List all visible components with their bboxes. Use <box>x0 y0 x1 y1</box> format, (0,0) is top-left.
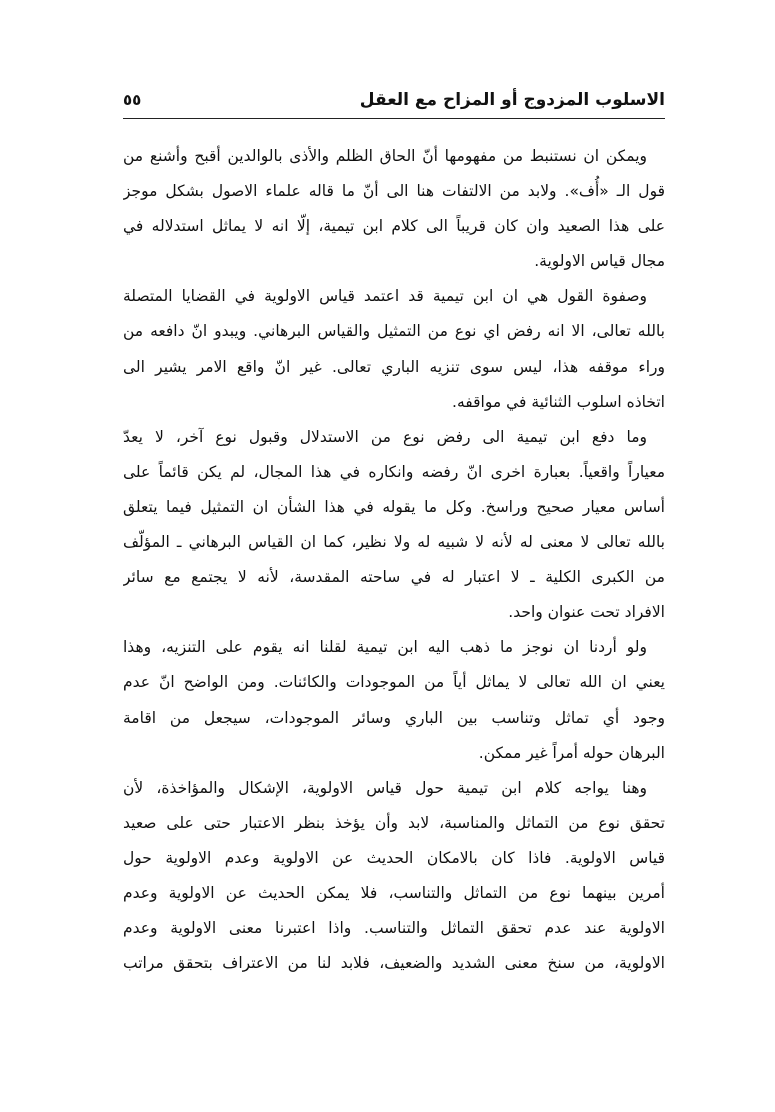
body-text <box>123 139 665 981</box>
text-line: الافراد تحت عنوان واحد. <box>508 603 665 622</box>
book-page <box>123 0 665 1112</box>
text-line: الاولوية، من سنخ معنى الشديد والضعيف، فلابد لنا من الاعتراف بتحقق مراتب <box>123 954 665 973</box>
header-rule <box>123 118 665 119</box>
text-line: أمرين بينهما نوع من التماثل والتناسب، فلا يمكن الحديث عن الاولوية وعدم <box>123 883 665 902</box>
text-line: أساس معيار صحيح وراسخ. وكل ما يقوله في هذا الشأن ان التمثيل فيما يتعلق <box>123 497 665 516</box>
text-line: وصفوة القول هي ان ابن تيمية قد اعتمد قياس الاولوية في القضايا المتصلة <box>123 287 647 306</box>
text-line: وراء موقفه هذا، ليس سوى تنزيه الباري تعالى. غير انّ واقع الامر يشير الى <box>123 357 665 376</box>
text-line: مجال قياس الاولوية. <box>534 252 665 271</box>
text-line: ولو أردنا ان نوجز ما ذهب اليه ابن تيمية لقلنا انه يقوم على التنزيه، وهذا <box>123 638 647 657</box>
text-line: قياس الاولوية. فاذا كان بالامكان الحديث عن الاولوية وعدم الاولوية حول <box>123 848 665 867</box>
text-line: ويمكن ان نستنبط من مفهومها أنّ الحاق الظلم والأذى بالوالدين أقبح وأشنع من <box>123 147 647 165</box>
text-line: اتخاذه اسلوب الثنائية في مواقفه. <box>452 392 665 411</box>
text-line: وما دفع ابن تيمية الى رفض نوع من الاستدلال وقبول نوع آخر، لا يعدّ <box>123 427 647 446</box>
text-line: بالله تعالى لا معنى له لأنه لا شبيه له ولا نظير، كما ان القياس البرهاني ـ المؤلّف <box>123 533 665 552</box>
running-title: الاسلوب المزدوج أو المزاح مع العقل <box>359 90 665 110</box>
text-line: وجود أي تماثل وتناسب بين الباري وسائر الموجودات، سيجعل من اقامة <box>123 708 665 727</box>
text-line: الاولوية عند عدم تحقق التماثل والتناسب. واذا اعتبرنا معنى الاولوية وعدم <box>123 919 665 938</box>
text-line: تحقق نوع من التماثل والمناسبة، لابد وأن يؤخذ بنظر الاعتبار حتى على صعيد <box>123 813 665 832</box>
text-line: البرهان حوله أمراً غير ممكن. <box>478 743 665 762</box>
text-line: يعني ان الله تعالى لا يماثل أياً من الموجودات والكائنات. ومن الواضح انّ عدم <box>123 673 665 692</box>
page-number: ٥٥ <box>123 91 142 109</box>
page-header <box>123 86 665 114</box>
text-line: وهنا يواجه كلام ابن تيمية حول قياس الاولوية، الإشكال والمؤاخذة، لأن <box>123 778 647 797</box>
text-line: معياراً واقعياً. بعبارة اخرى انّ رفضه وانكاره في هذا المجال، لم يكن قائماً على <box>123 462 665 481</box>
text-line: بالله تعالى، الا انه رفض اي نوع من التمثيل والقياس البرهاني. ويبدو انّ دافعه من <box>123 322 665 341</box>
text-line: من الكبرى الكلية ـ لا اعتبار له في ساحته المقدسة، لأنه لا يجتمع مع سائر <box>123 568 665 587</box>
text-line: على هذا الصعيد وان كان قريباً الى كلام ابن تيمية، إلّا انه لا يماثل استدلاله في <box>123 217 665 236</box>
text-line: قول الـ «أُف». ولابد من الالتفات هنا الى أنّ ما قاله علماء الاصول بشكل موجز <box>123 182 665 201</box>
